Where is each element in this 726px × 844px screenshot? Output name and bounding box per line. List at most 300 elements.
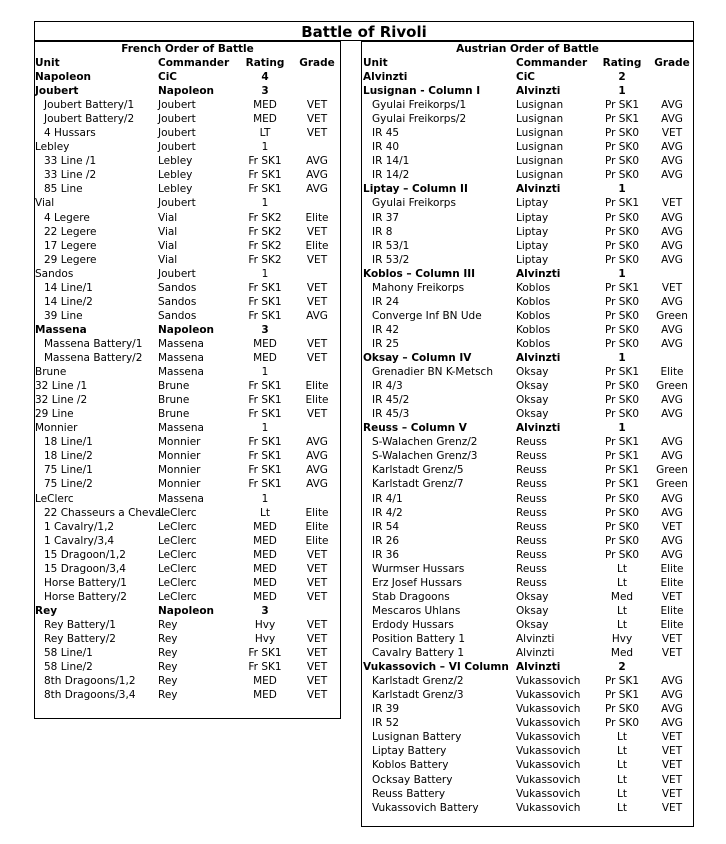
column-header-unit: Unit [363, 57, 388, 69]
grade-cell: AVG [661, 436, 683, 449]
table-row [35, 379, 340, 393]
rating-cell: Fr SK2 [248, 211, 282, 224]
table-row [35, 140, 340, 154]
rating-cell: MED [253, 562, 277, 575]
table-row [362, 211, 693, 225]
commander-cell: Liptay [516, 225, 549, 238]
grade-cell: AVG [661, 295, 683, 308]
unit-cell: Horse Battery/1 [44, 576, 127, 589]
unit-cell: Koblos – Column III [363, 267, 476, 280]
rating-cell: Pr SK0 [604, 169, 640, 182]
table-row [362, 730, 693, 744]
grade-cell: AVG [306, 183, 328, 196]
commander-cell: Brune [158, 394, 190, 407]
rating-cell: Hvy [254, 618, 276, 631]
grade-cell: AVG [661, 394, 683, 407]
table-row [362, 688, 693, 702]
formation-row [35, 604, 340, 618]
grade-cell: VET [306, 253, 328, 266]
grade-cell: AVG [661, 169, 683, 182]
rating-cell: Lt [617, 759, 627, 772]
rating-cell: Pr SK0 [604, 309, 640, 322]
grade-cell: AVG [306, 169, 328, 182]
commander-cell: Vial [158, 225, 178, 238]
commander-cell: LeClerc [158, 576, 197, 589]
grade-cell: AVG [306, 464, 328, 477]
commander-cell: Oksay [516, 408, 549, 421]
unit-cell: Rey [35, 604, 58, 617]
commander-cell: Rey [158, 661, 178, 674]
table-row [35, 211, 340, 225]
rating-cell: Fr SK1 [248, 380, 282, 393]
rating-cell: Fr SK1 [248, 394, 282, 407]
unit-cell: IR 53/1 [372, 239, 410, 252]
commander-cell: Brune [158, 380, 190, 393]
rating-cell: MED [253, 337, 277, 350]
unit-cell: IR 4/3 [372, 380, 403, 393]
grade-cell: AVG [661, 253, 683, 266]
unit-cell: 8th Dragoons/3,4 [44, 689, 136, 702]
unit-cell: 85 Line [44, 183, 83, 196]
grade-cell: VET [306, 633, 328, 645]
commander-cell: Vial [158, 211, 178, 224]
unit-cell: Sandos [35, 267, 74, 280]
grade-cell: VET [306, 675, 328, 688]
table-row [35, 309, 340, 323]
commander-cell: CiC [158, 71, 178, 83]
commander-cell: Koblos [516, 281, 551, 294]
commander-cell: Koblos [516, 295, 551, 308]
table-row [362, 323, 693, 337]
rating-cell: 1 [618, 183, 626, 196]
commander-cell: Reuss [516, 534, 547, 547]
table-row [35, 632, 340, 646]
commander-cell: Alvinzti [516, 661, 561, 674]
formation-row [35, 70, 340, 84]
unit-cell: Reuss – Column V [363, 422, 467, 435]
unit-cell: Mahony Freikorps [372, 281, 465, 294]
commander-cell: Napoleon [158, 323, 215, 336]
formation-row [362, 351, 693, 365]
rating-cell: Fr SK1 [248, 408, 282, 421]
rating-cell: Pr SK0 [604, 408, 640, 421]
table-row [362, 435, 693, 449]
rating-cell: Fr SK1 [248, 155, 282, 168]
table-row [362, 702, 693, 716]
grade-cell: VET [661, 731, 683, 744]
page-title-box [34, 21, 694, 41]
grade-cell: AVG [661, 548, 683, 561]
rating-cell: Fr SK1 [248, 309, 282, 322]
commander-cell: Rey [158, 633, 178, 645]
table-row [362, 281, 693, 295]
rating-cell: Pr SK0 [604, 155, 640, 168]
unit-cell: 22 Chasseurs a Cheval [44, 506, 165, 519]
commander-cell: Reuss [516, 520, 547, 533]
rating-cell: 1 [261, 422, 269, 435]
commander-cell: Joubert [158, 99, 196, 112]
rating-cell: Fr SK1 [248, 647, 282, 660]
column-header-grade: Grade [654, 57, 690, 69]
rating-cell: Pr SK0 [604, 141, 640, 154]
table-row [362, 506, 693, 520]
unit-cell: IR 37 [372, 211, 400, 224]
table-row [35, 463, 340, 477]
commander-cell: Joubert [158, 127, 196, 140]
unit-cell: Cavalry Battery 1 [372, 647, 465, 660]
rating-cell: Fr SK1 [248, 169, 282, 182]
unit-cell: IR 4/2 [372, 506, 403, 519]
commander-cell: Rey [158, 647, 178, 660]
rating-cell: Fr SK1 [248, 436, 282, 449]
commander-cell: Massena [158, 422, 204, 435]
table-row [362, 801, 693, 815]
commander-cell: Liptay [516, 253, 549, 266]
rating-cell: Pr SK1 [604, 478, 640, 491]
commander-cell: Vukassovich [516, 689, 581, 702]
grade-cell: VET [661, 281, 683, 294]
unit-cell: Karlstadt Grenz/3 [372, 689, 464, 702]
unit-cell: Reuss Battery [372, 787, 446, 800]
unit-cell: IR 26 [372, 534, 400, 547]
unit-cell: 4 Legere [44, 211, 90, 224]
unit-cell: 18 Line/2 [44, 450, 93, 463]
commander-cell: Sandos [158, 281, 197, 294]
grade-cell: VET [661, 773, 683, 786]
grade-cell: VET [306, 99, 328, 112]
grade-cell: VET [306, 618, 328, 631]
rating-cell: 1 [261, 267, 269, 280]
grade-cell: Elite [660, 366, 684, 379]
commander-cell: Alvinzti [516, 647, 555, 660]
rating-cell: 1 [618, 422, 626, 435]
rating-cell: Pr SK0 [604, 394, 640, 407]
table-row [35, 365, 340, 379]
unit-cell: 4 Hussars [44, 127, 96, 140]
table-row [35, 98, 340, 112]
table-row [362, 407, 693, 421]
rating-cell: Fr SK1 [248, 295, 282, 308]
rating-cell: Lt [617, 562, 627, 575]
table-row [35, 534, 340, 548]
rating-cell: Fr SK2 [248, 225, 282, 238]
commander-cell: Koblos [516, 309, 551, 322]
commander-cell: Reuss [516, 506, 547, 519]
table-row [362, 253, 693, 267]
rating-cell: 3 [261, 85, 269, 98]
rating-cell: Pr SK1 [604, 281, 640, 294]
grade-cell: VET [661, 745, 683, 758]
grade-cell: VET [306, 576, 328, 589]
rating-cell: 1 [618, 267, 626, 280]
commander-cell: Rey [158, 675, 178, 688]
unit-cell: Koblos Battery [372, 759, 449, 772]
grade-cell: AVG [661, 408, 683, 421]
grade-cell: VET [306, 127, 328, 140]
rating-cell: Fr SK1 [248, 661, 282, 674]
table-row [35, 492, 340, 506]
unit-cell: Lusignan Battery [372, 731, 462, 744]
commander-cell: Oksay [516, 590, 549, 603]
unit-cell: Erdody Hussars [372, 618, 454, 631]
table-row [35, 562, 340, 576]
table-row [35, 435, 340, 449]
commander-cell: Massena [158, 366, 204, 379]
rating-cell: Pr SK0 [604, 534, 640, 547]
grade-cell: VET [306, 590, 328, 603]
unit-cell: Karlstadt Grenz/2 [372, 675, 464, 688]
commander-cell: Vukassovich [516, 801, 581, 814]
table-row [35, 688, 340, 702]
commander-cell: LeClerc [158, 562, 197, 575]
grade-cell: VET [661, 127, 683, 140]
rating-cell: Fr SK1 [248, 450, 282, 463]
rating-cell: Pr SK0 [604, 717, 640, 730]
rating-cell: Pr SK1 [604, 99, 640, 112]
grade-cell: VET [306, 408, 328, 421]
unit-cell: 14 Line/1 [44, 281, 93, 294]
table-row [362, 196, 693, 210]
grade-cell: VET [661, 197, 683, 210]
commander-cell: Vukassovich [516, 731, 581, 744]
unit-cell: IR 8 [372, 225, 393, 238]
unit-cell: IR 52 [372, 717, 400, 730]
commander-cell: Sandos [158, 309, 197, 322]
column-header-commander: Commander [516, 57, 588, 69]
table-row [35, 267, 340, 281]
rating-cell: Pr SK0 [604, 520, 640, 533]
rating-cell: Pr SK0 [604, 337, 640, 350]
grade-cell: AVG [661, 703, 683, 716]
unit-cell: IR 24 [372, 295, 400, 308]
commander-cell: Monnier [158, 436, 201, 449]
commander-cell: Alvinzti [516, 85, 561, 98]
table-row [362, 590, 693, 604]
commander-cell: LeClerc [158, 548, 197, 561]
rating-cell: Lt [617, 745, 627, 758]
grade-cell: VET [306, 562, 328, 575]
table-row [362, 773, 693, 787]
rating-cell: Pr SK1 [604, 464, 640, 477]
rating-cell: Hvy [611, 633, 633, 645]
formation-row [35, 84, 340, 98]
rating-cell: 4 [261, 71, 269, 83]
unit-cell: Karlstadt Grenz/7 [372, 478, 464, 491]
unit-cell: IR 14/1 [372, 155, 410, 168]
commander-cell: Reuss [516, 492, 547, 505]
grade-cell: Green [656, 309, 688, 322]
rating-cell: Pr SK0 [604, 323, 640, 336]
table-row [35, 393, 340, 407]
table-row [362, 492, 693, 506]
table-row [35, 295, 340, 309]
unit-cell: IR 45 [372, 127, 400, 140]
table-row [362, 239, 693, 253]
rating-cell: Pr SK1 [604, 113, 640, 126]
unit-cell: 39 Line [44, 309, 83, 322]
unit-cell: 75 Line/2 [44, 478, 93, 491]
unit-cell: 17 Legere [44, 239, 97, 252]
commander-cell: Monnier [158, 464, 201, 477]
unit-cell: Oksay – Column IV [363, 352, 472, 364]
table-row [362, 393, 693, 407]
unit-cell: Liptay – Column II [363, 183, 468, 196]
table-row [362, 674, 693, 688]
commander-cell: LeClerc [158, 506, 197, 519]
grade-cell: VET [306, 113, 328, 126]
commander-cell: Vukassovich [516, 759, 581, 772]
table-row [35, 407, 340, 421]
grade-cell: Green [656, 464, 688, 477]
unit-cell: 29 Legere [44, 253, 97, 266]
table-row [362, 604, 693, 618]
unit-cell: 75 Line/1 [44, 464, 93, 477]
unit-cell: Rey Battery/2 [44, 633, 116, 645]
commander-cell: Liptay [516, 197, 549, 210]
commander-cell: Massena [158, 492, 204, 505]
grade-cell: VET [306, 661, 328, 674]
table-row [362, 562, 693, 576]
rating-cell: Fr SK1 [248, 183, 282, 196]
commander-cell: Joubert [158, 141, 196, 154]
grade-cell: Elite [660, 618, 684, 631]
grade-cell: VET [306, 647, 328, 660]
commander-cell: Reuss [516, 576, 547, 589]
table-row [362, 168, 693, 182]
formation-row [362, 70, 693, 84]
rating-cell: MED [253, 534, 277, 547]
commander-cell: Liptay [516, 239, 549, 252]
table-row [35, 281, 340, 295]
grade-cell: Green [656, 380, 688, 393]
grade-cell: Elite [305, 534, 329, 547]
table-row [362, 632, 693, 646]
unit-cell: Horse Battery/2 [44, 590, 127, 603]
grade-cell: AVG [306, 309, 328, 322]
commander-cell: Joubert [158, 267, 196, 280]
grade-cell: VET [306, 548, 328, 561]
commander-cell: Joubert [158, 197, 196, 210]
commander-cell: Oksay [516, 380, 549, 393]
rating-cell: Lt [617, 773, 627, 786]
rating-cell: 1 [618, 352, 626, 364]
unit-cell: IR 40 [372, 141, 400, 154]
table-row [35, 449, 340, 463]
table-row [35, 618, 340, 632]
formation-row [362, 660, 693, 674]
grade-cell: VET [306, 352, 328, 364]
rating-cell: Fr SK1 [248, 478, 282, 491]
grade-cell: VET [306, 281, 328, 294]
rating-cell: 1 [261, 366, 269, 379]
table-row [362, 534, 693, 548]
unit-cell: IR 14/2 [372, 169, 410, 182]
grade-cell: AVG [661, 141, 683, 154]
commander-cell: Reuss [516, 464, 547, 477]
rating-cell: Pr SK0 [604, 380, 640, 393]
unit-cell: IR 53/2 [372, 253, 410, 266]
commander-cell: Koblos [516, 323, 551, 336]
rating-cell: Lt [617, 618, 627, 631]
unit-cell: IR 4/1 [372, 492, 403, 505]
table-row [362, 576, 693, 590]
grade-cell: AVG [661, 450, 683, 463]
grade-cell: Elite [305, 520, 329, 533]
grade-cell: Elite [305, 380, 329, 393]
rating-cell: 3 [261, 323, 269, 336]
unit-cell: S-Walachen Grenz/3 [372, 450, 478, 463]
unit-cell: IR 25 [372, 337, 400, 350]
commander-cell: Massena [158, 337, 204, 350]
table-row [362, 365, 693, 379]
unit-cell: Lebley [35, 141, 70, 154]
commander-cell: Lusignan [516, 169, 564, 182]
commander-cell: Alvinzti [516, 352, 561, 364]
commander-cell: Oksay [516, 394, 549, 407]
unit-cell: Monnier [35, 422, 78, 435]
table-row [35, 196, 340, 210]
commander-cell: Alvinzti [516, 183, 561, 196]
rating-cell: Lt [617, 787, 627, 800]
formation-row [362, 421, 693, 435]
table-row [362, 379, 693, 393]
unit-cell: 58 Line/1 [44, 647, 93, 660]
column-header-commander: Commander [158, 57, 230, 69]
unit-cell: Erz Josef Hussars [372, 576, 462, 589]
commander-cell: Napoleon [158, 85, 215, 98]
commander-cell: Lusignan [516, 99, 564, 112]
unit-cell: 58 Line/2 [44, 661, 93, 674]
commander-cell: Reuss [516, 548, 547, 561]
table-row [362, 337, 693, 351]
unit-cell: IR 39 [372, 703, 400, 716]
table-row [35, 168, 340, 182]
commander-cell: Vukassovich [516, 703, 581, 716]
rating-cell: MED [253, 548, 277, 561]
unit-cell: 15 Dragoon/3,4 [44, 562, 126, 575]
rating-cell: Lt [617, 731, 627, 744]
rating-cell: 2 [618, 71, 626, 83]
commander-cell: Vial [158, 253, 178, 266]
table-row [362, 112, 693, 126]
table-row [362, 295, 693, 309]
rating-cell: MED [253, 675, 277, 688]
commander-cell: Monnier [158, 478, 201, 491]
unit-cell: IR 54 [372, 520, 400, 533]
rating-cell: Pr SK0 [604, 506, 640, 519]
unit-cell: 32 Line /1 [35, 380, 88, 393]
unit-cell: LeClerc [35, 492, 74, 505]
unit-cell: Rey Battery/1 [44, 618, 116, 631]
rating-cell: LT [259, 127, 271, 140]
table-row [35, 646, 340, 660]
formation-row [362, 84, 693, 98]
commander-cell: Reuss [516, 562, 547, 575]
grade-cell: AVG [306, 450, 328, 463]
rating-cell: Pr SK1 [604, 675, 640, 688]
unit-cell: 14 Line/2 [44, 295, 93, 308]
rating-cell: Pr SK0 [604, 492, 640, 505]
grade-cell: Elite [305, 506, 329, 519]
rating-cell: Pr SK0 [604, 253, 640, 266]
unit-cell: Gyulai Freikorps/1 [372, 99, 467, 112]
rating-cell: 1 [618, 85, 626, 98]
rating-cell: Pr SK0 [604, 225, 640, 238]
commander-cell: Liptay [516, 211, 549, 224]
commander-cell: Vukassovich [516, 773, 581, 786]
unit-cell: Gyulai Freikorps [372, 197, 456, 210]
table-row [362, 548, 693, 562]
